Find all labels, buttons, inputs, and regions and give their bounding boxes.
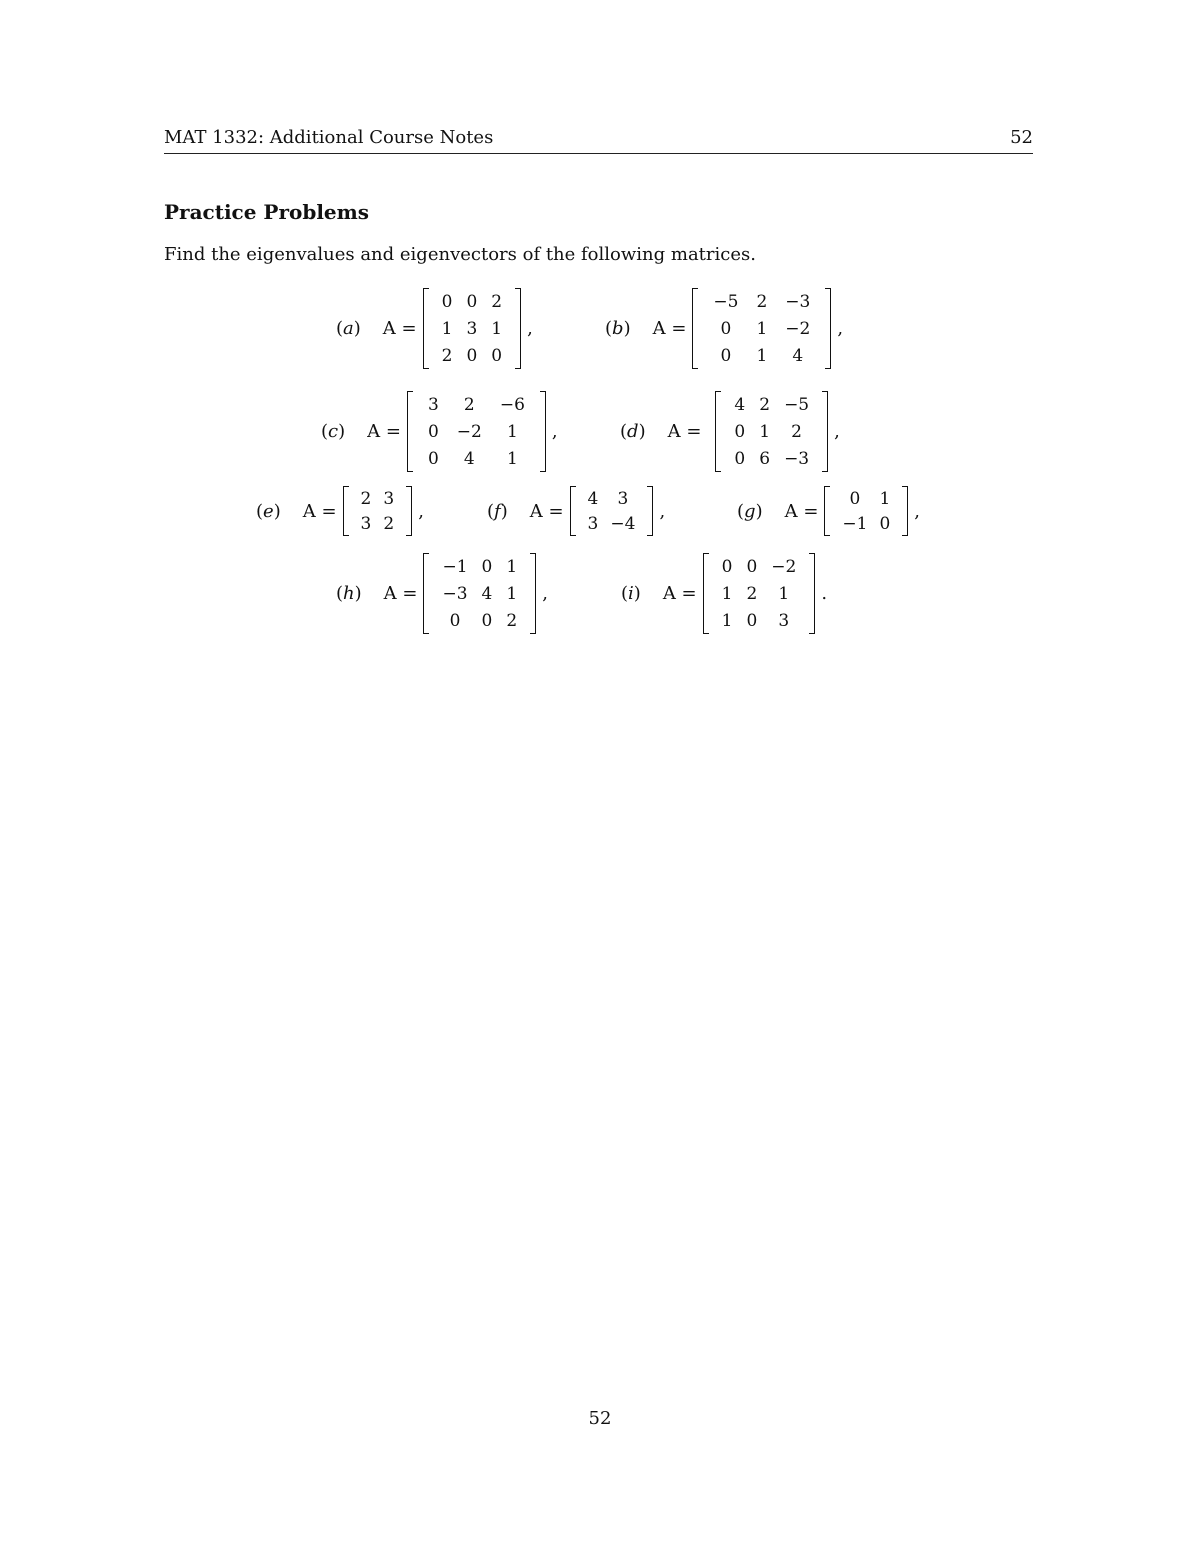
matrix-entry: 1 [441, 318, 453, 339]
matrix-entry: 0 [427, 448, 439, 469]
punctuation: , [834, 421, 840, 442]
matrix-entry: −4 [610, 513, 636, 534]
punctuation: , [837, 318, 844, 339]
matrix-lhs: A = [382, 318, 417, 339]
header-title: MAT 1332: Additional Course Notes [164, 127, 494, 148]
punctuation: , [542, 583, 548, 604]
matrix-entry: 2 [791, 421, 802, 442]
matrix-entry: −2 [456, 421, 482, 442]
matrix-entry: 2 [383, 513, 395, 534]
matrix-entry: 3 [466, 318, 478, 339]
matrix-entry: 0 [734, 421, 746, 442]
problem-a [336, 288, 533, 369]
matrix-lhs: A = [652, 318, 687, 339]
punctuation: , [551, 421, 558, 442]
matrix-entry: 1 [879, 488, 891, 509]
matrix-entry: 0 [481, 556, 493, 577]
matrix-entry: 6 [759, 448, 771, 469]
matrix-entry: 0 [466, 291, 478, 312]
matrix-entry: 1 [721, 583, 733, 604]
matrix-entry: 0 [491, 345, 503, 366]
matrix-entry: −3 [442, 583, 468, 604]
matrix-entry: 2 [360, 488, 372, 509]
matrix-entry: −3 [784, 448, 810, 469]
problem-label: (a) [336, 318, 361, 339]
matrix-entry: −1 [442, 556, 468, 577]
matrix-entry: 0 [849, 488, 861, 509]
matrix-entry: 3 [587, 513, 599, 534]
punctuation: . [821, 583, 828, 604]
matrix-entry: 2 [506, 610, 518, 631]
problem-g [737, 486, 920, 536]
matrix [423, 553, 536, 634]
matrix-entry: 1 [756, 318, 768, 339]
matrix-lhs: A = [529, 500, 564, 522]
matrix-lhs: A = [784, 500, 819, 522]
matrix-entry: 0 [746, 556, 758, 577]
matrix-entry: 1 [756, 345, 768, 366]
problem-e [256, 486, 424, 536]
matrix-entry: −5 [784, 394, 810, 415]
matrix-lhs: A = [302, 500, 337, 522]
problem-label: (c) [321, 421, 346, 442]
matrix-entry: 4 [792, 345, 804, 366]
matrix-entry: −5 [713, 291, 739, 312]
matrix-entry: −1 [842, 513, 868, 534]
matrix-entry: 1 [506, 556, 518, 577]
matrix-entry: 3 [383, 488, 395, 509]
section-title: Practice Problems [164, 200, 370, 224]
matrix-entry: 2 [463, 394, 475, 415]
running-header [164, 127, 1033, 154]
matrix-entry: 3 [617, 488, 629, 509]
matrix-entry: 4 [463, 448, 475, 469]
problem-f [487, 486, 665, 536]
header-page-number: 52 [1010, 127, 1033, 148]
matrix-entry: 1 [491, 318, 503, 339]
matrix-entry: 1 [721, 610, 733, 631]
matrix-entry: 1 [778, 583, 790, 604]
matrix [824, 486, 908, 536]
problem-label: (e) [256, 500, 281, 522]
matrix-lhs: A = [667, 421, 702, 442]
matrix [692, 288, 831, 369]
matrix [343, 486, 413, 536]
matrix [423, 288, 521, 369]
footer-page-number: 52 [588, 1408, 612, 1429]
matrix-entry: 0 [427, 421, 439, 442]
matrix-entry: −3 [785, 291, 811, 312]
matrix-entry: 0 [466, 345, 478, 366]
matrix-entry: 2 [491, 291, 503, 312]
matrix-entry: 3 [360, 513, 372, 534]
matrix-entry: 4 [481, 583, 493, 604]
matrix-entry: 3 [427, 394, 439, 415]
punctuation: , [418, 500, 424, 522]
matrix-entry: 2 [441, 345, 453, 366]
problem-label: (g) [737, 500, 763, 522]
matrix-entry: 0 [879, 513, 891, 534]
matrix-entry: 4 [587, 488, 599, 509]
matrix-entry: 4 [734, 394, 746, 415]
matrix-lhs: A = [383, 583, 418, 604]
problem-h [336, 553, 548, 634]
matrix-entry: 2 [759, 394, 771, 415]
matrix-lhs: A = [662, 583, 697, 604]
matrix [570, 486, 654, 536]
matrix-entry: −2 [785, 318, 811, 339]
problem-i [621, 553, 827, 634]
problem-d [620, 391, 840, 472]
matrix-entry: 3 [778, 610, 790, 631]
matrix-lhs: A = [367, 421, 401, 442]
matrix-entry: 0 [449, 610, 461, 631]
matrix-entry: 1 [759, 421, 771, 442]
matrix-entry: 1 [506, 448, 518, 469]
matrix-entry: −6 [499, 394, 525, 415]
matrix-entry: 0 [720, 345, 732, 366]
matrix-entry: 0 [721, 556, 733, 577]
matrix-entry: 0 [720, 318, 732, 339]
punctuation: , [527, 318, 533, 339]
problem-label: (i) [621, 583, 641, 604]
matrix [703, 553, 816, 634]
intro-text: Find the eigenvalues and eigenvectors of the following matrices. [164, 244, 756, 265]
matrix-entry: 2 [746, 583, 758, 604]
problem-label: (f) [487, 500, 508, 522]
matrix-entry: 0 [441, 291, 453, 312]
problem-label: (b) [605, 318, 631, 339]
problem-label: (d) [620, 421, 646, 442]
matrix-entry: 0 [734, 448, 746, 469]
problem-b [605, 288, 843, 369]
matrix [407, 391, 546, 472]
matrix-entry: −2 [771, 556, 797, 577]
matrix-entry: 1 [506, 421, 518, 442]
matrix-entry: 0 [481, 610, 493, 631]
matrix [715, 391, 828, 472]
matrix-entry: 2 [756, 291, 768, 312]
matrix-entry: 0 [746, 610, 758, 631]
punctuation: , [659, 500, 666, 522]
punctuation: , [914, 500, 921, 522]
problem-c [321, 391, 558, 472]
matrix-entry: 1 [506, 583, 518, 604]
problem-label: (h) [336, 583, 362, 604]
